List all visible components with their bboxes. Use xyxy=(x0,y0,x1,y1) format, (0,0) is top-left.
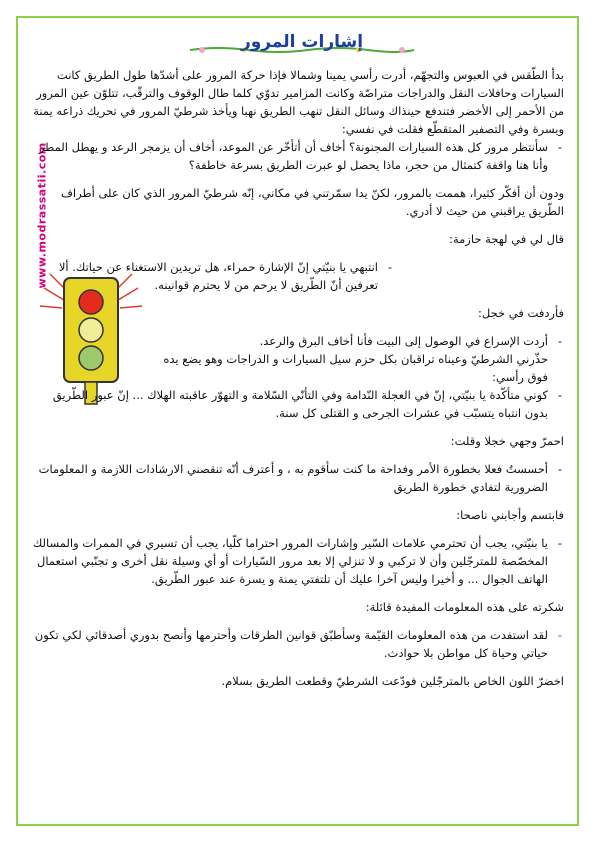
paragraph-conclusion xyxy=(28,672,564,690)
dialogue-line: - كوني متأكّدة يا بنيّتي، إنّ في العجلة النّدامة وفي التأنّي السّلامة و التهوّر عاقبته الهلاك ... إنّ عبور الطّريق بدون انتباه يتسبّب في عشرات الجرحى و القتلى كل سنة. xyxy=(28,386,564,422)
dialogue-line: - يا بنيّتي، يجب أن تحترمي علامات السّير وإشارات المرور احتراما كلّيا، يجب أن تسيري في الممرات والمسالك المخصّصة للمترجّلين وأن لا تركبي و لا تنزلي إلا بعد مرور السّيارات أو أي وسيلة نقل أخرى و تجنّبي استعمال الهاتف الجوال ... و أخيرا وليس آخرا عليك أن تلتفتي يمنة و يسرة عند عبور الطّريق. xyxy=(28,534,564,588)
paragraph-narration: احمرّ وجهي خجلا وقلت: xyxy=(450,434,564,448)
paragraph-narration: ودون أن أفكّر كثيرا، هممت بالمرور، لكنّ يدا سمّرتني في مكاني، إنّه شرطيّ المرور الذي كان على أطراف الطّريق يراقبني من حيث لا أدري. xyxy=(60,186,564,218)
paragraph-narration: قال لي في لهجة حازمة: xyxy=(449,232,564,246)
conclusion-text: اخضرّ اللون الخاص بالمترجّلين فودّعت الشرطيّ وقطعت الطريق بسلام. xyxy=(221,674,564,688)
dialogue-line: - أردت الإسراع في الوصول إلى البيت فأنا أخاف البرق والرعد. xyxy=(148,332,564,350)
paragraph-intro: بدأ الطّقس في العبوس والتجهّم، أدرت رأسي يمينا وشمالا فإذا حركة المرور على أشدّها طول الطريق كانت السيارات وحافلات النقل والدراجات متراصّة وكانت المزامير تدوّي كلما طال الوقوف والترقّب، تتلوّن عين المرور من الأحمر إلى الأخضر فتندفع حينذاك وسائل النقل تنهب الطريق نهبا ويأخذ شرطيّ المرور في تحريك ذراعه يمنة ويسرة وفي التصفير المتقطّع فقلت في نفسي: xyxy=(33,68,564,136)
article-body xyxy=(28,66,564,690)
website-label: www.modrassatii.com xyxy=(35,142,49,289)
paragraph-narration: فابتسم وأجابني ناصحا: xyxy=(456,508,564,522)
paragraph-narration: شكرته على هذه المعلومات المفيدة قائلة: xyxy=(365,600,564,614)
dialogue-line: - سأنتظر مرور كل هذه السيارات المجنونة؟ أخاف أن أتأخّر عن الموعد، أخاف أن يزمجر الرعد و يهطل المطر وأنا هنا واقفة كتمثال من حجر، ماذا يحصل لو عبرت الطريق بسرعة خاطفة؟ xyxy=(28,138,564,174)
title-banner xyxy=(188,32,416,62)
page-title: إشارات المرور xyxy=(240,32,364,52)
dialogue-line: - أحسستُ فعلا بخطورة الأمر وفداحة ما كنت سأقوم به ، و أعترف أنّه تنقصني الارشادات اللازمة و المعلومات الضرورية لتفادي خطورة الطريق xyxy=(28,460,564,496)
dialogue-line: - انتبهي يا بنيّتي إنّ الإشارة حمراء، هل تريدين الاستغناء عن حياتك. ألا تعرفين أنّ الطّريق لا يرحم من لا يحترم قوانينه. xyxy=(28,258,394,294)
dialogue-line: - لقد استفدت من هذه المعلومات القيّمة وسأطبّق قوانين الطرقات وأحترمها وأنصح بدوري أصدقائي لكي تكون حياتي وحياة كل مواطن بلا حوادث. xyxy=(28,626,564,662)
paragraph-narration: فأردفت في خجل: xyxy=(478,306,564,320)
paragraph-narration: حذّرني الشرطيّ وعيناه تراقبان بكل حزم سيل السيارات و الدراجات وهو يضع يده فوق رأسي: xyxy=(163,352,548,384)
